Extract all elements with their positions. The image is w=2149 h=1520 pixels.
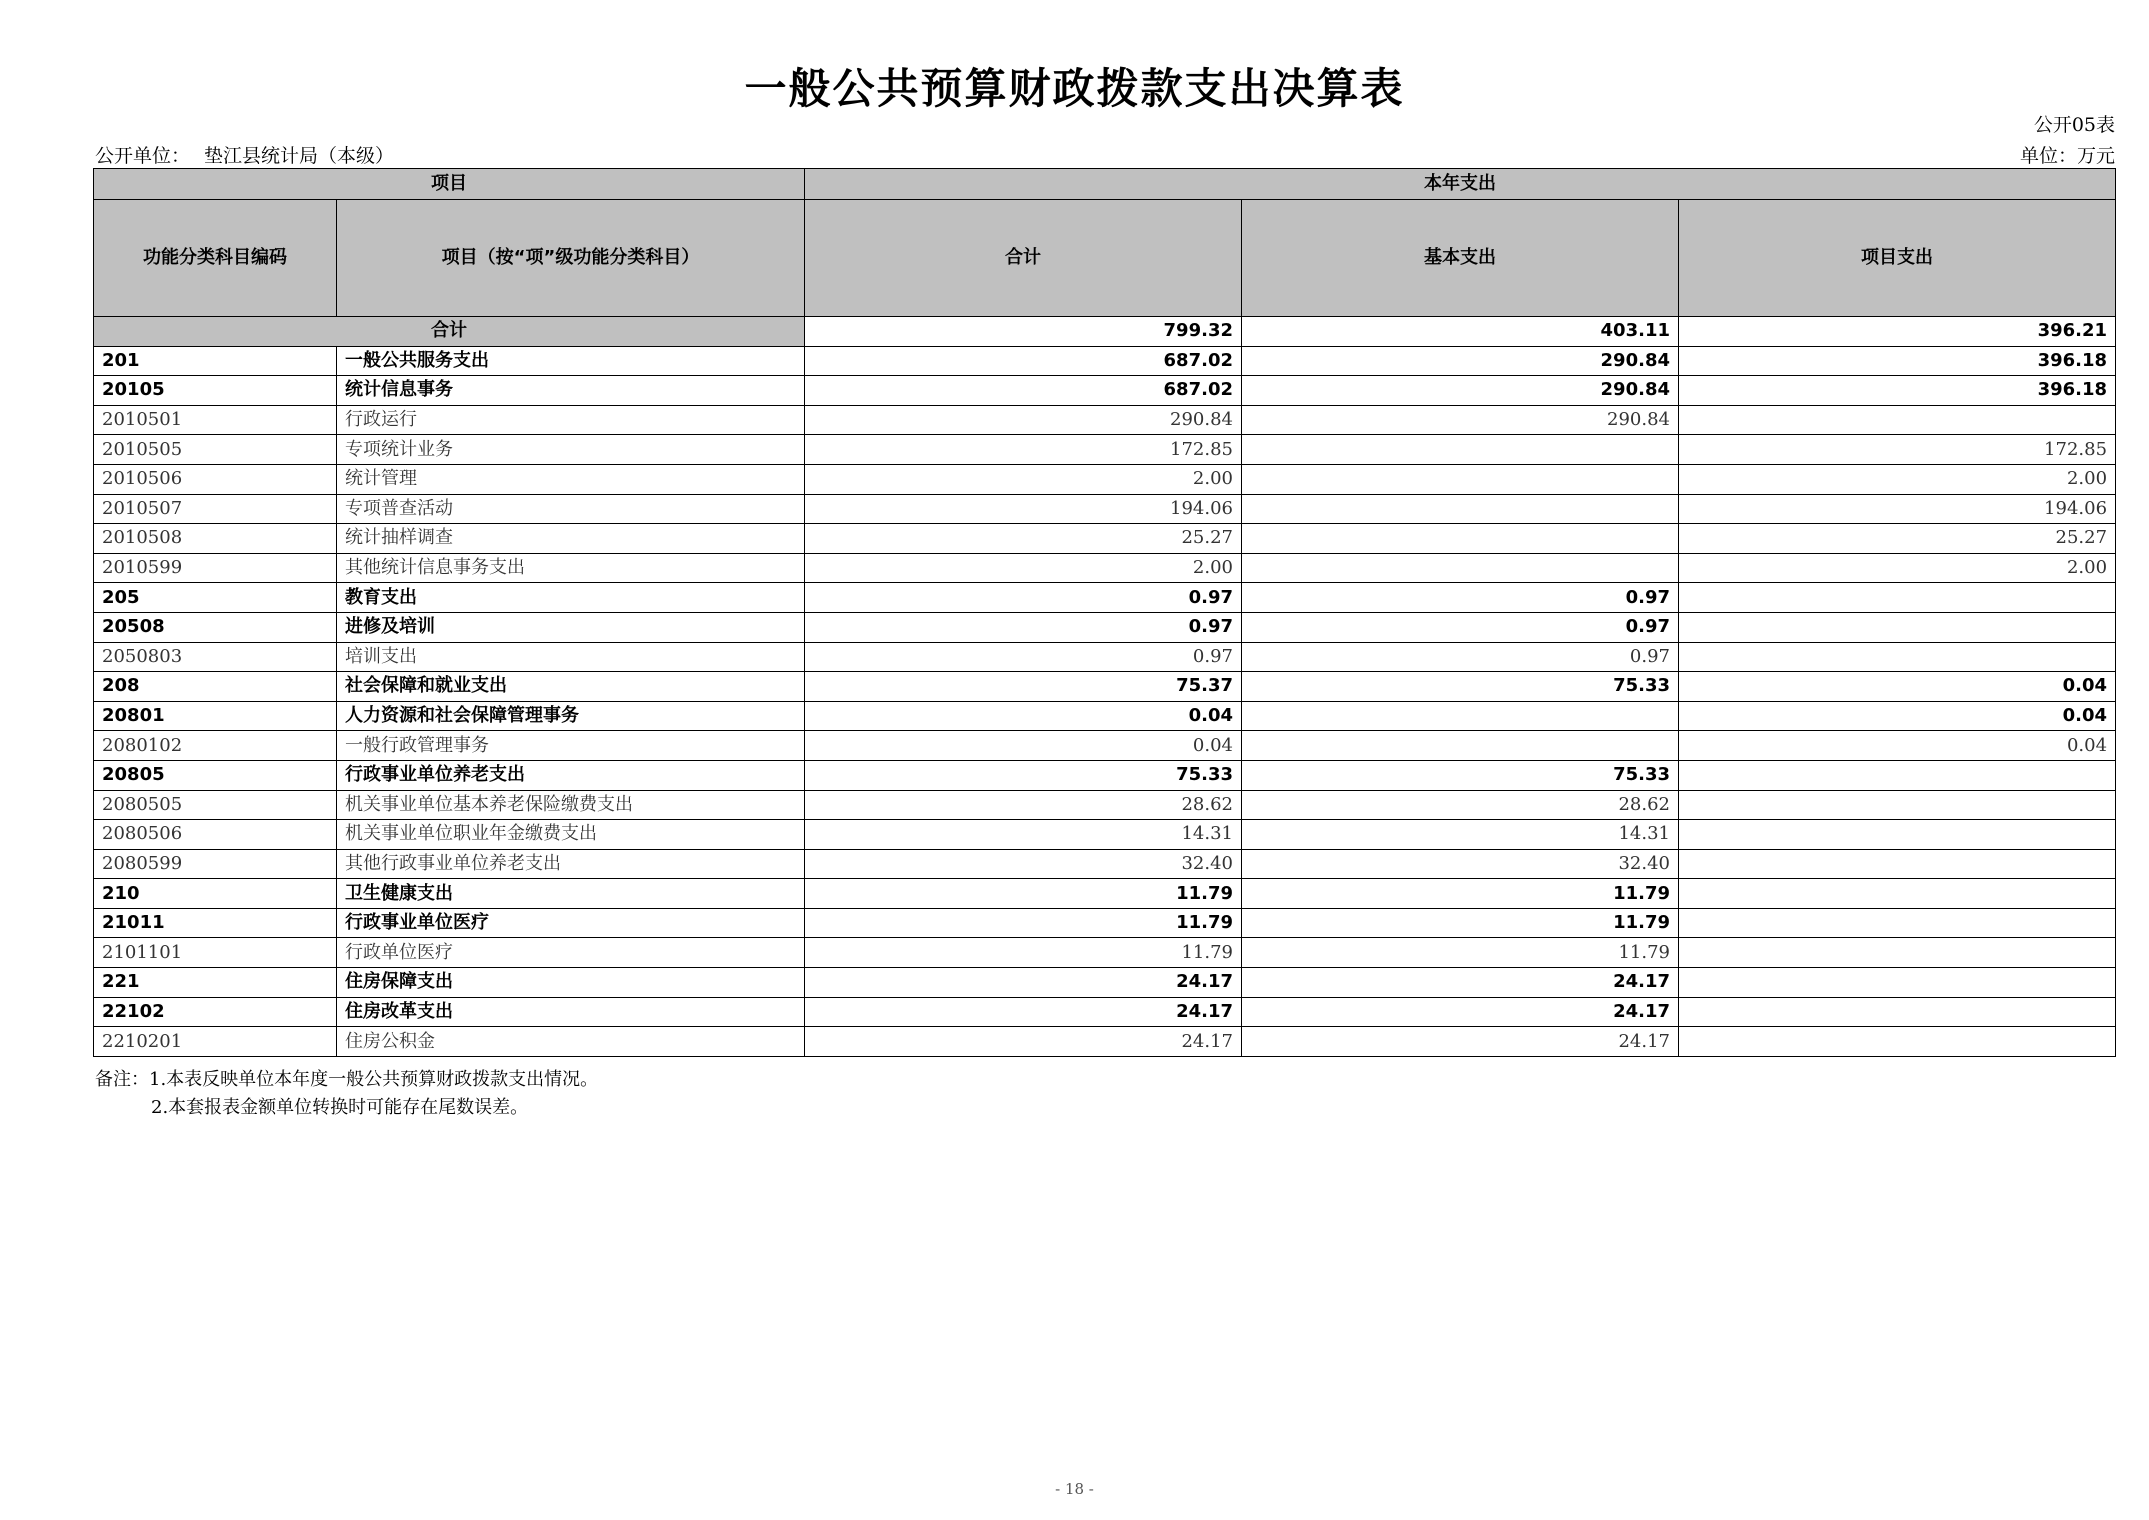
row-code: 210 bbox=[94, 879, 337, 909]
row-code: 21011 bbox=[94, 908, 337, 938]
row-basic: 28.62 bbox=[1242, 790, 1679, 820]
table-row bbox=[94, 731, 2116, 761]
table-row bbox=[94, 553, 2116, 583]
row-code: 20805 bbox=[94, 760, 337, 790]
row-name: 专项统计业务 bbox=[337, 435, 805, 465]
row-total: 28.62 bbox=[805, 790, 1242, 820]
table-row bbox=[94, 879, 2116, 909]
row-basic: 75.33 bbox=[1242, 672, 1679, 702]
row-basic bbox=[1242, 731, 1679, 761]
table-row bbox=[94, 672, 2116, 702]
row-basic: 14.31 bbox=[1242, 820, 1679, 850]
row-name: 机关事业单位基本养老保险缴费支出 bbox=[337, 790, 805, 820]
row-name: 其他统计信息事务支出 bbox=[337, 553, 805, 583]
row-total: 194.06 bbox=[805, 494, 1242, 524]
row-total: 11.79 bbox=[805, 938, 1242, 968]
row-project: 25.27 bbox=[1679, 524, 2116, 554]
row-project bbox=[1679, 760, 2116, 790]
row-basic: 290.84 bbox=[1242, 376, 1679, 406]
row-project bbox=[1679, 938, 2116, 968]
row-project: 396.18 bbox=[1679, 346, 2116, 376]
table-row bbox=[94, 849, 2116, 879]
row-project: 194.06 bbox=[1679, 494, 2116, 524]
table-row bbox=[94, 494, 2116, 524]
row-project: 0.04 bbox=[1679, 731, 2116, 761]
row-code: 2010506 bbox=[94, 464, 337, 494]
table-row bbox=[94, 524, 2116, 554]
row-code: 2010507 bbox=[94, 494, 337, 524]
row-project: 396.18 bbox=[1679, 376, 2116, 406]
row-name: 行政事业单位养老支出 bbox=[337, 760, 805, 790]
row-total: 290.84 bbox=[805, 405, 1242, 435]
row-basic: 0.97 bbox=[1242, 642, 1679, 672]
table-row bbox=[94, 346, 2116, 376]
row-total: 75.37 bbox=[805, 672, 1242, 702]
row-project bbox=[1679, 908, 2116, 938]
row-total: 0.97 bbox=[805, 642, 1242, 672]
row-name: 社会保障和就业支出 bbox=[337, 672, 805, 702]
reporting-unit-label: 公开单位： bbox=[95, 145, 191, 167]
row-name: 专项普查活动 bbox=[337, 494, 805, 524]
row-project bbox=[1679, 1027, 2116, 1057]
row-project bbox=[1679, 879, 2116, 909]
expenditure-table bbox=[93, 168, 2116, 1057]
row-code: 2080506 bbox=[94, 820, 337, 850]
row-code: 20801 bbox=[94, 701, 337, 731]
row-basic bbox=[1242, 553, 1679, 583]
row-project bbox=[1679, 642, 2116, 672]
header-basic: 基本支出 bbox=[1242, 200, 1679, 317]
reporting-unit-name: 垫江县统计局（本级） bbox=[204, 145, 395, 167]
row-project: 0.04 bbox=[1679, 672, 2116, 702]
row-project: 2.00 bbox=[1679, 553, 2116, 583]
row-code: 20508 bbox=[94, 612, 337, 642]
row-project: 2.00 bbox=[1679, 464, 2116, 494]
table-row bbox=[94, 938, 2116, 968]
row-name: 一般行政管理事务 bbox=[337, 731, 805, 761]
table-row bbox=[94, 376, 2116, 406]
table-row bbox=[94, 612, 2116, 642]
note-2: 2.本套报表金额单位转换时可能存在尾数误差。 bbox=[151, 1097, 529, 1118]
row-total: 0.97 bbox=[805, 583, 1242, 613]
row-basic: 24.17 bbox=[1242, 1027, 1679, 1057]
row-basic: 11.79 bbox=[1242, 908, 1679, 938]
row-project bbox=[1679, 820, 2116, 850]
table-row bbox=[94, 968, 2116, 998]
row-project: 0.04 bbox=[1679, 701, 2116, 731]
row-name: 培训支出 bbox=[337, 642, 805, 672]
row-code: 20105 bbox=[94, 376, 337, 406]
row-name: 人力资源和社会保障管理事务 bbox=[337, 701, 805, 731]
table-row bbox=[94, 642, 2116, 672]
summary-row bbox=[94, 317, 2116, 347]
header-total: 合计 bbox=[805, 200, 1242, 317]
table-row bbox=[94, 701, 2116, 731]
row-basic: 290.84 bbox=[1242, 346, 1679, 376]
row-basic bbox=[1242, 464, 1679, 494]
row-name: 统计抽样调查 bbox=[337, 524, 805, 554]
row-code: 2080599 bbox=[94, 849, 337, 879]
row-basic: 75.33 bbox=[1242, 760, 1679, 790]
row-name: 行政运行 bbox=[337, 405, 805, 435]
row-total: 24.17 bbox=[805, 1027, 1242, 1057]
table-row bbox=[94, 1027, 2116, 1057]
row-total: 2.00 bbox=[805, 464, 1242, 494]
summary-total: 799.32 bbox=[805, 317, 1242, 347]
row-basic: 11.79 bbox=[1242, 938, 1679, 968]
row-total: 11.79 bbox=[805, 879, 1242, 909]
header-code: 功能分类科目编码 bbox=[94, 200, 337, 317]
row-total: 172.85 bbox=[805, 435, 1242, 465]
table-row bbox=[94, 760, 2116, 790]
row-project bbox=[1679, 968, 2116, 998]
row-name: 其他行政事业单位养老支出 bbox=[337, 849, 805, 879]
row-name: 行政事业单位医疗 bbox=[337, 908, 805, 938]
row-name: 统计信息事务 bbox=[337, 376, 805, 406]
row-code: 2010508 bbox=[94, 524, 337, 554]
row-project bbox=[1679, 849, 2116, 879]
row-total: 687.02 bbox=[805, 346, 1242, 376]
row-basic bbox=[1242, 494, 1679, 524]
row-name: 进修及培训 bbox=[337, 612, 805, 642]
table-body bbox=[94, 317, 2116, 1057]
row-code: 2210201 bbox=[94, 1027, 337, 1057]
row-basic: 24.17 bbox=[1242, 997, 1679, 1027]
reporting-unit bbox=[95, 141, 394, 168]
table-row bbox=[94, 464, 2116, 494]
row-basic: 290.84 bbox=[1242, 405, 1679, 435]
row-code: 22102 bbox=[94, 997, 337, 1027]
page-title: 一般公共预算财政拨款支出决算表 bbox=[744, 64, 1405, 113]
row-code: 208 bbox=[94, 672, 337, 702]
header-project: 项目支出 bbox=[1679, 200, 2116, 317]
row-name: 住房改革支出 bbox=[337, 997, 805, 1027]
row-project: 172.85 bbox=[1679, 435, 2116, 465]
row-code: 205 bbox=[94, 583, 337, 613]
table-row bbox=[94, 997, 2116, 1027]
row-name: 统计管理 bbox=[337, 464, 805, 494]
row-name: 一般公共服务支出 bbox=[337, 346, 805, 376]
header-current-year: 本年支出 bbox=[805, 169, 2116, 200]
table-row bbox=[94, 908, 2116, 938]
row-total: 25.27 bbox=[805, 524, 1242, 554]
row-basic bbox=[1242, 524, 1679, 554]
row-total: 75.33 bbox=[805, 760, 1242, 790]
row-basic: 0.97 bbox=[1242, 583, 1679, 613]
page-number: - 18 - bbox=[1055, 1480, 1094, 1498]
row-basic: 0.97 bbox=[1242, 612, 1679, 642]
table-number: 公开05表 bbox=[2033, 114, 2115, 136]
row-total: 0.04 bbox=[805, 731, 1242, 761]
row-total: 687.02 bbox=[805, 376, 1242, 406]
row-code: 2080505 bbox=[94, 790, 337, 820]
row-project bbox=[1679, 583, 2116, 613]
row-code: 201 bbox=[94, 346, 337, 376]
row-name: 行政单位医疗 bbox=[337, 938, 805, 968]
row-code: 2101101 bbox=[94, 938, 337, 968]
row-basic: 11.79 bbox=[1242, 879, 1679, 909]
row-total: 14.31 bbox=[805, 820, 1242, 850]
row-project bbox=[1679, 405, 2116, 435]
row-total: 2.00 bbox=[805, 553, 1242, 583]
row-name: 住房保障支出 bbox=[337, 968, 805, 998]
table-row bbox=[94, 790, 2116, 820]
row-code: 2010505 bbox=[94, 435, 337, 465]
row-total: 0.04 bbox=[805, 701, 1242, 731]
header-name: 项目（按“项”级功能分类科目） bbox=[337, 200, 805, 317]
row-basic: 24.17 bbox=[1242, 968, 1679, 998]
row-name: 教育支出 bbox=[337, 583, 805, 613]
row-code: 2080102 bbox=[94, 731, 337, 761]
row-name: 机关事业单位职业年金缴费支出 bbox=[337, 820, 805, 850]
money-unit: 单位：万元 bbox=[2019, 145, 2115, 167]
header-item: 项目 bbox=[94, 169, 805, 200]
row-total: 0.97 bbox=[805, 612, 1242, 642]
row-total: 32.40 bbox=[805, 849, 1242, 879]
row-total: 11.79 bbox=[805, 908, 1242, 938]
note-1: 备注：1.本表反映单位本年度一般公共预算财政拨款支出情况。 bbox=[95, 1069, 599, 1090]
table-row bbox=[94, 405, 2116, 435]
row-code: 2050803 bbox=[94, 642, 337, 672]
row-basic bbox=[1242, 435, 1679, 465]
table-row bbox=[94, 820, 2116, 850]
row-code: 2010599 bbox=[94, 553, 337, 583]
summary-label: 合计 bbox=[94, 317, 805, 347]
row-name: 卫生健康支出 bbox=[337, 879, 805, 909]
row-project bbox=[1679, 612, 2116, 642]
row-name: 住房公积金 bbox=[337, 1027, 805, 1057]
row-total: 24.17 bbox=[805, 968, 1242, 998]
row-code: 221 bbox=[94, 968, 337, 998]
row-project bbox=[1679, 997, 2116, 1027]
table-row bbox=[94, 583, 2116, 613]
row-code: 2010501 bbox=[94, 405, 337, 435]
row-basic: 32.40 bbox=[1242, 849, 1679, 879]
row-total: 24.17 bbox=[805, 997, 1242, 1027]
table-row bbox=[94, 435, 2116, 465]
notes bbox=[95, 1066, 598, 1122]
row-project bbox=[1679, 790, 2116, 820]
row-basic bbox=[1242, 701, 1679, 731]
summary-project: 396.21 bbox=[1679, 317, 2116, 347]
summary-basic: 403.11 bbox=[1242, 317, 1679, 347]
